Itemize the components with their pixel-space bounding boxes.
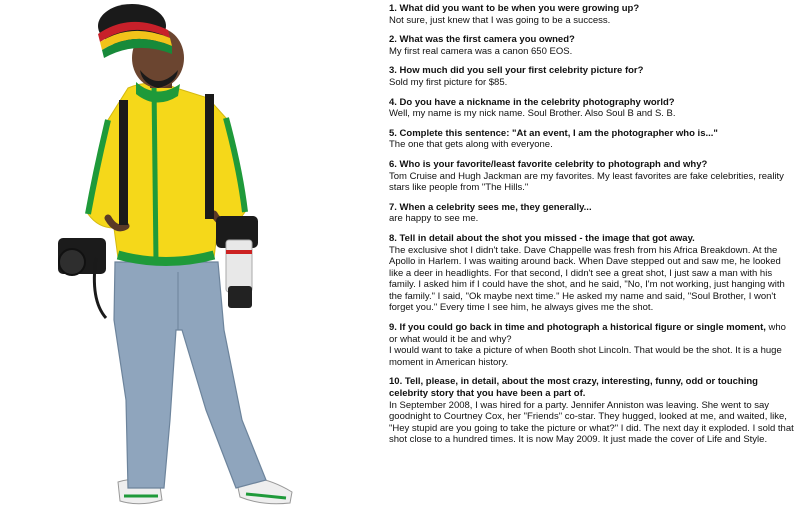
qa-item-2 (389, 34, 797, 57)
answer: The exclusive shot I didn't take. Dave Chappelle was fresh from his Africa Breakdown. At the Apollo in Harlem. I was waiting around back. When Dave stepped out and saw me, he looked like a deer in headlights. For that second, I didn't see a great shot, I just saw a man with his family. I asked him if I could have the shot, and he said, "No, I'm not working, just hanging with the family." I said, "Ok maybe next time." He asked my name and said, "Soul Brother, I won't forget you." Every time I see him, he always gives me the shot. (389, 244, 785, 314)
question: 9. If you could go back in time and photograph a historical figure or single moment, who or what would it be and why? (389, 322, 786, 345)
qa-item-7 (389, 202, 797, 225)
qa-item-4 (389, 97, 797, 120)
camera-strap-right (205, 94, 214, 219)
photographer-photo (0, 0, 380, 520)
question: 3. How much did you sell your first celebrity picture for? (389, 65, 644, 77)
question: 7. When a celebrity sees me, they generally... (389, 201, 592, 213)
answer: Well, my name is my nick name. Soul Brother. Also Soul B and S. B. (389, 108, 676, 120)
answer: My first real camera was a canon 650 EOS. (389, 45, 573, 57)
camera-strap-left (119, 100, 128, 225)
qa-item-6 (389, 159, 797, 194)
question: 2. What was the first camera you owned? (389, 34, 575, 46)
answer: Tom Cruise and Hugh Jackman are my favorites. My least favorites are fake celebrities, reality stars like people from "The Hills." (389, 170, 784, 194)
answer: The one that gets along with everyone. (389, 139, 553, 151)
qa-item-9 (389, 322, 797, 368)
answer: Sold my first picture for $85. (389, 76, 508, 88)
question: 1. What did you want to be when you were growing up? (389, 3, 640, 14)
answer: In September 2008, I was hired for a party. Jennifer Anniston was leaving. She went to say goodnight to Courtney Cox, her "Friends" co-star. They hugged, looked at me, and waited, like, "Hey stupid are you going to take the picture or what?" I did. The next day it exploded. I sold that shot close to a hundred times. It is now May 2009. It just made the cover of Life and Style. (389, 399, 794, 446)
answer: are happy to see me. (389, 213, 479, 225)
interview-qa-list (389, 3, 797, 454)
answer: I would want to take a picture of when Booth shot Lincoln. That would be the shot. It is a huge moment in American history. (389, 345, 782, 368)
qa-item-5 (389, 128, 797, 151)
qa-item-1 (389, 3, 797, 26)
camera-left-icon (58, 238, 106, 318)
question: 5. Complete this sentence: "At an event, I am the photographer who is..." (389, 127, 718, 139)
camera-right-icon (216, 216, 258, 308)
answer: Not sure, just knew that I was going to be a success. (389, 14, 611, 26)
question: 6. Who is your favorite/least favorite celebrity to photograph and why? (389, 158, 708, 170)
qa-item-10 (389, 376, 797, 446)
question: 10. Tell, please, in detail, about the most crazy, interesting, funny, odd or touching celebrity story that you have been a part of. (389, 376, 758, 400)
question: 8. Tell in detail about the shot you missed - the image that got away. (389, 232, 695, 244)
qa-item-3 (389, 65, 797, 88)
question: 4. Do you have a nickname in the celebrity photography world? (389, 96, 675, 108)
qa-item-8 (389, 233, 797, 314)
